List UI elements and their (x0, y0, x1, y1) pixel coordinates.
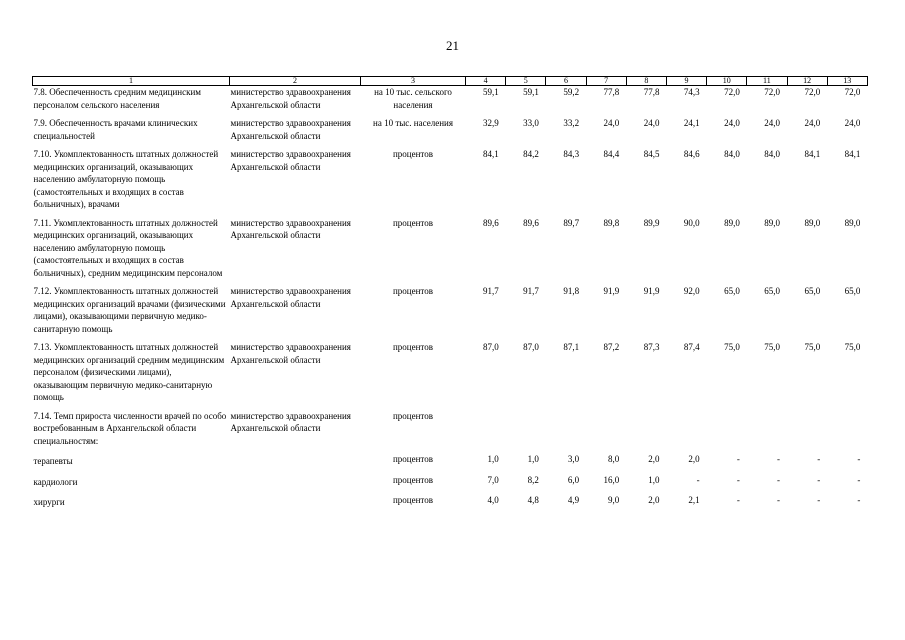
value-cell: 89,0 (724, 217, 740, 228)
header-cell: 6 (546, 77, 586, 86)
responsible-org: министерство здравоохранения Архангельской области (230, 149, 351, 172)
unit-cell: на 10 тыс. сельского населения (374, 87, 452, 110)
value-cell (546, 410, 586, 454)
value-cell: 65,0 (724, 286, 740, 296)
value-cell: - (817, 495, 821, 505)
value-cell: 32,9 (482, 118, 499, 128)
value-cell: 59,2 (563, 87, 580, 97)
value-cell: 7,0 (487, 474, 499, 485)
value-cell: 33,2 (563, 118, 580, 128)
value-cell: 89,8 (603, 217, 620, 228)
value-cell: 84,2 (523, 149, 539, 159)
value-cell: 72,0 (844, 87, 861, 97)
value-cell: 89,0 (844, 217, 861, 228)
empty-cell (230, 453, 361, 474)
value-cell: - (736, 474, 740, 485)
value-cell: - (777, 495, 780, 505)
indicator-name: 7.9. Обеспеченность врачами клинических специальностей (33, 118, 198, 141)
value-cell: 89,0 (764, 217, 780, 228)
value-cell: 72,0 (764, 87, 780, 97)
unit-cell: процентов (392, 474, 433, 485)
unit-cell: процентов (392, 410, 433, 421)
table-row (33, 217, 868, 286)
value-cell: 75,0 (844, 342, 861, 352)
header-cell: 3 (361, 77, 466, 86)
value-cell: 1,0 (527, 454, 539, 464)
value-cell: 72,0 (804, 87, 821, 97)
header-cell: 11 (747, 77, 787, 86)
specialty-name: хирурги (33, 497, 65, 507)
header-cell: 13 (827, 77, 867, 86)
table-body (33, 86, 868, 515)
value-cell: - (777, 454, 780, 464)
value-cell: 8,0 (608, 454, 620, 464)
value-cell: 87,0 (523, 342, 539, 352)
table-subrow (33, 453, 868, 474)
value-cell: 89,0 (804, 217, 821, 228)
empty-cell (230, 474, 361, 495)
value-cell: - (857, 495, 861, 505)
value-cell: 75,0 (804, 342, 821, 352)
value-cell (666, 410, 706, 454)
value-cell: - (817, 454, 821, 464)
table-row (33, 148, 868, 217)
value-cell: 90,0 (683, 217, 700, 228)
value-cell: - (857, 454, 861, 464)
specialty-name: терапевты (33, 456, 73, 466)
value-cell: 24,0 (724, 118, 740, 128)
header-cell: 5 (506, 77, 546, 86)
responsible-org: министерство здравоохранения Архангельской области (230, 87, 351, 110)
responsible-org: министерство здравоохранения Архангельской области (230, 342, 351, 365)
value-cell: 89,6 (482, 217, 499, 228)
value-cell: 65,0 (804, 286, 821, 296)
unit-cell: процентов (392, 149, 433, 159)
value-cell: 24,0 (643, 118, 660, 128)
value-cell: 59,1 (523, 87, 539, 97)
value-cell (626, 410, 666, 454)
value-cell: 33,0 (523, 118, 539, 128)
indicator-name: 7.11. Укомплектованность штатных должностей медицинских организаций, оказывающих населению амбулаторную помощь (самостоятельных и входящих в состав больничных), средним медицинским персоналом (33, 217, 223, 278)
value-cell (466, 410, 506, 454)
header-cell: 10 (707, 77, 747, 86)
value-cell: - (736, 495, 740, 505)
table-subrow (33, 474, 868, 495)
value-cell: - (696, 474, 700, 485)
value-cell: 84,5 (643, 149, 660, 159)
value-cell (506, 410, 546, 454)
responsible-org: министерство здравоохранения Архангельской области (230, 410, 351, 433)
value-cell: 24,0 (844, 118, 861, 128)
header-cell: 7 (586, 77, 626, 86)
indicator-name: 7.13. Укомплектованность штатных должностей медицинских организаций средним медицинским персоналом (физическими лицами), оказывающим первичную медико-санитарную помощь (33, 342, 225, 402)
page-number: 21 (446, 38, 459, 53)
value-cell: 3,0 (567, 454, 580, 464)
value-cell: 9,0 (608, 495, 620, 505)
value-cell: 8,2 (527, 474, 539, 485)
value-cell: 59,1 (482, 87, 499, 97)
value-cell (586, 410, 626, 454)
responsible-org: министерство здравоохранения Архангельской области (230, 217, 351, 240)
table-row (33, 410, 868, 454)
value-cell: 4,0 (487, 495, 499, 505)
value-cell: 4,9 (567, 495, 580, 505)
indicator-name: 7.8. Обеспеченность средним медицинским персоналом сельского населения (33, 87, 201, 110)
table-subrow (33, 494, 868, 515)
value-cell: 1,0 (648, 474, 660, 485)
table-row (33, 86, 868, 118)
value-cell: 84,4 (603, 149, 620, 159)
value-cell: 84,1 (482, 149, 499, 159)
value-cell: 1,0 (487, 454, 499, 464)
value-cell: 72,0 (724, 87, 740, 97)
value-cell (827, 410, 867, 454)
value-cell: 77,8 (643, 87, 660, 97)
header-cell: 12 (787, 77, 827, 86)
value-cell: 2,0 (648, 454, 660, 464)
unit-cell: процентов (392, 342, 433, 352)
unit-cell: процентов (392, 217, 433, 228)
value-cell: 4,8 (527, 495, 539, 505)
value-cell: 84,1 (804, 149, 821, 159)
value-cell: 24,1 (683, 118, 700, 128)
column-number-header (33, 77, 868, 86)
value-cell: 91,9 (603, 286, 620, 296)
value-cell: - (736, 454, 740, 464)
unit-cell: процентов (392, 454, 433, 464)
indicator-name: 7.12. Укомплектованность штатных должностей медицинских организаций врачами (физическими лицами), оказывающими первичную медико-санитарную помощь (33, 286, 226, 334)
value-cell: 6,0 (567, 474, 580, 485)
table-row (33, 341, 868, 410)
value-cell (707, 410, 747, 454)
value-cell: 24,0 (804, 118, 821, 128)
value-cell: 84,3 (563, 149, 580, 159)
value-cell: 87,2 (603, 342, 620, 352)
header-cell: 2 (230, 77, 361, 86)
value-cell (787, 410, 827, 454)
value-cell: 2,0 (648, 495, 660, 505)
value-cell: 24,0 (764, 118, 780, 128)
value-cell: 91,7 (523, 286, 539, 296)
header-cell: 8 (626, 77, 666, 86)
value-cell: 65,0 (764, 286, 780, 296)
value-cell: 87,3 (643, 342, 660, 352)
indicator-name: 7.10. Укомплектованность штатных должностей медицинских организаций, оказывающих населению амбулаторную помощь (самостоятельных и входящих в состав больничных), врачами (33, 149, 219, 209)
value-cell: 74,3 (683, 87, 700, 97)
value-cell: 77,8 (603, 87, 620, 97)
indicator-name: 7.14. Темп прироста численности врачей по особо востребованным в Архангельской области специальностям: (33, 410, 227, 446)
value-cell: - (857, 474, 861, 485)
header-cell: 9 (666, 77, 706, 86)
value-cell: 84,0 (724, 149, 740, 159)
responsible-org: министерство здравоохранения Архангельской области (230, 118, 351, 141)
unit-cell: процентов (392, 495, 433, 505)
value-cell: 65,0 (844, 286, 861, 296)
value-cell: 91,8 (563, 286, 580, 296)
responsible-org: министерство здравоохранения Архангельской области (230, 286, 351, 309)
value-cell: 24,0 (603, 118, 620, 128)
value-cell: 2,0 (688, 454, 700, 464)
empty-cell (230, 494, 361, 515)
value-cell: 89,7 (563, 217, 580, 228)
value-cell: 87,1 (563, 342, 580, 352)
value-cell: 89,6 (523, 217, 539, 228)
value-cell: 75,0 (724, 342, 740, 352)
header-row (33, 77, 868, 86)
value-cell: 87,4 (683, 342, 700, 352)
value-cell: 84,0 (764, 149, 780, 159)
unit-cell: на 10 тыс. населения (373, 118, 453, 128)
header-cell: 4 (466, 77, 506, 86)
value-cell: 84,6 (683, 149, 700, 159)
value-cell: 16,0 (603, 474, 620, 485)
value-cell: 87,0 (482, 342, 499, 352)
value-cell: 91,7 (482, 286, 499, 296)
header-cell: 1 (33, 77, 230, 86)
specialty-name: кардиологи (33, 476, 78, 487)
table-row (33, 285, 868, 341)
value-cell: 2,1 (688, 495, 700, 505)
table-row (33, 117, 868, 148)
value-cell: 84,1 (844, 149, 861, 159)
value-cell (747, 410, 787, 454)
value-cell: - (817, 474, 821, 485)
unit-cell: процентов (392, 286, 433, 296)
indicators-table (32, 76, 868, 515)
value-cell: 75,0 (764, 342, 780, 352)
value-cell: - (777, 474, 780, 485)
value-cell: 91,9 (643, 286, 660, 296)
value-cell: 89,9 (643, 217, 660, 228)
value-cell: 92,0 (683, 286, 700, 296)
